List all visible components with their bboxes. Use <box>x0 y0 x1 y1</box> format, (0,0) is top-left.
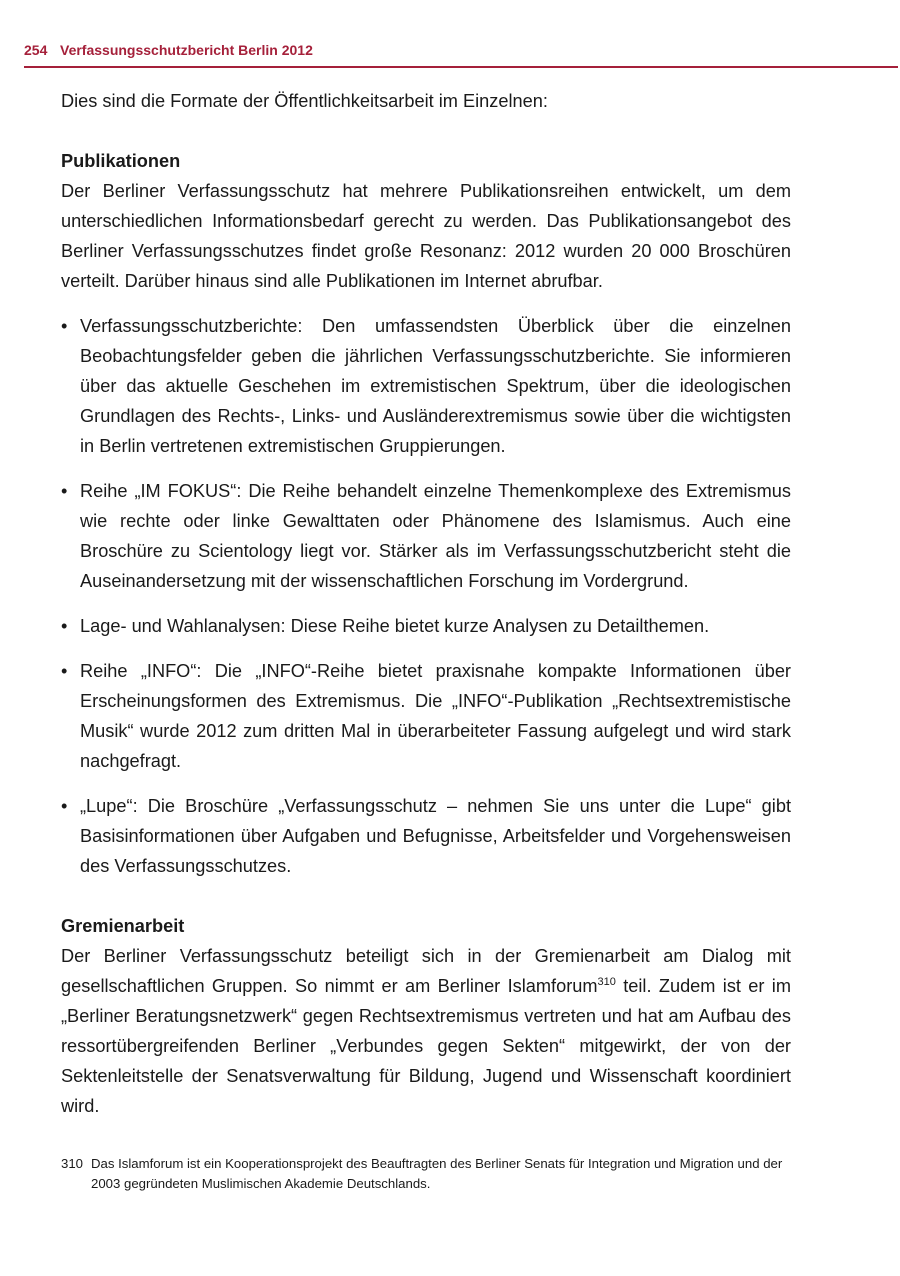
committee-text-end: teil. Zudem ist er im „Berliner Beratungsnetzwerk“ gegen Rechtsextremismus vertreten und hat am Aufbau des ressortübergreifenden Berliner „Verbundes gegen Sekten“ mitgewirkt, der von der Sektenleitstelle der Senatsverwaltung für Bildung, Jugend und Wissenschaft koordiniert wird. <box>61 976 791 1116</box>
section-heading-publications: Publikationen <box>61 151 181 171</box>
footnote <box>61 1154 791 1194</box>
publications-list <box>61 311 791 881</box>
list-item: • Verfassungsschutzberichte: Den umfassendsten Überblick über die einzelnen Beobachtungsfelder geben die jährlichen Verfassungsschutzberichte. Sie informieren über das aktuelle Geschehen im extremistischen Spektrum, über die ideologischen Grundlagen des Rechts-, Links- und Ausländerextremismus sowie über die wichtigsten in Berlin vertretenen extremistischen Gruppierungen. <box>61 311 791 461</box>
running-header <box>24 40 898 68</box>
body-text <box>61 86 791 1121</box>
committee-text-start: Der Berliner Verfassungsschutz beteiligt sich in der Gremienarbeit am Dialog mit gesellschaftlichen Gruppen. So nimmt er am Berliner Islamforum <box>61 946 791 996</box>
footnote-text: Das Islamforum ist ein Kooperationsprojekt des Beauftragten des Berliner Senats für Integration und Migration und der 2003 gegründeten Muslimischen Akademie Deutschlands. <box>91 1156 783 1191</box>
list-item: • Reihe „IM FOKUS“: Die Reihe behandelt einzelne Themenkomplexe des Extremismus wie rechte oder linke Gewalttaten oder Phänomene des Islamismus. Auch eine Broschüre zu Scientology liegt vor. Stärker als im Verfassungsschutzbericht steht die Auseinandersetzung mit der wissenschaftlichen Forschung im Vordergrund. <box>61 476 791 596</box>
committee-paragraph <box>61 941 791 1121</box>
list-item: • „Lupe“: Die Broschüre „Verfassungsschutz – nehmen Sie uns unter die Lupe“ gibt Basisinformationen über Aufgaben und Befugnisse, Arbeitsfelder und Vorgehensweisen des Verfassungsschutzes. <box>61 791 791 881</box>
footnote-number: 310 <box>61 1156 84 1171</box>
running-title: Verfassungsschutzbericht Berlin 2012 <box>60 42 313 58</box>
footnote-reference[interactable]: 310 <box>597 976 616 988</box>
list-item: • Lage- und Wahlanalysen: Diese Reihe bietet kurze Analysen zu Detailthemen. <box>61 611 791 641</box>
intro-sentence: Dies sind die Formate der Öffentlichkeitsarbeit im Einzelnen: <box>61 91 548 111</box>
list-item: • Reihe „INFO“: Die „INFO“-Reihe bietet praxisnahe kompakte Informationen über Erscheinungsformen des Extremismus. Die „INFO“-Publikation „Rechtsextremistische Musik“ wurde 2012 zum dritten Mal in überarbeiteter Fassung aufgelegt und wird stark nachgefragt. <box>61 656 791 776</box>
section-heading-committee: Gremienarbeit <box>61 916 185 936</box>
publications-paragraph: Der Berliner Verfassungsschutz hat mehrere Publikationsreihen entwickelt, um dem unterschiedlichen Informationsbedarf gerecht zu werden. Das Publikationsangebot des Berliner Verfassungsschutzes findet große Resonanz: 2012 wurden 20 000 Broschüren verteilt. Darüber hinaus sind alle Publikationen im Internet abrufbar. <box>61 181 791 291</box>
page-number: 254 <box>24 42 48 58</box>
